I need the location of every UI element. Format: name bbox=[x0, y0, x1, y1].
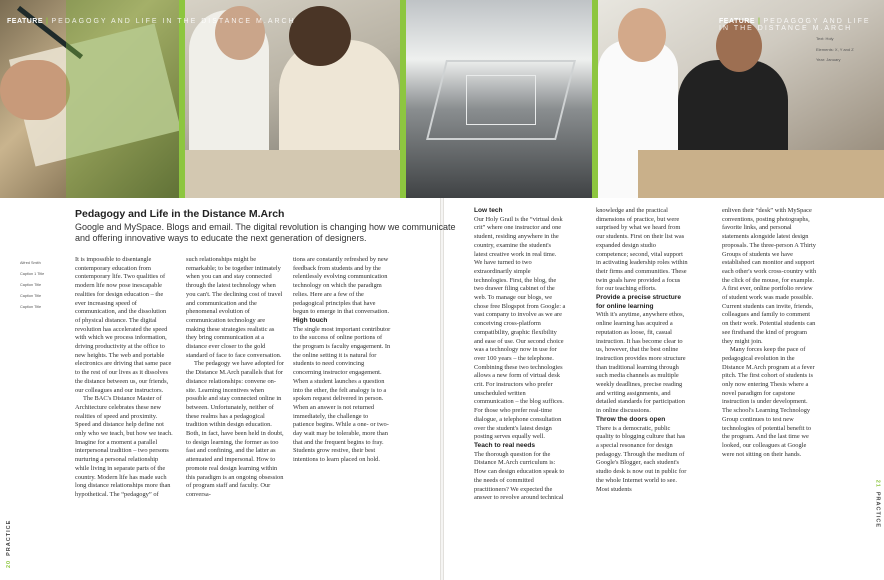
text-column-2 bbox=[186, 256, 285, 500]
sidebar-notes: Alfred Smith Caption 1 Title Caption Title Caption Title Caption Title bbox=[20, 261, 45, 309]
section-heading: Throw the doors open bbox=[596, 415, 666, 423]
magazine-spread: FEATURE | PEDAGOGY AND LIFE IN THE DISTANCE M.ARCH FEATURE | PEDAGOGY AND LIFE IN THE DISTANCE M.ARCH Text: Holy Elements: X, Y and Z Year: January Pedagogy and Life in the Distance M.Arch Google and MySpace. Blogs and email. The digital revolution is changing how we communicate and offering innovative ways to educate the next generation of designers. Alfred Smith Caption 1 Title Caption Title Caption Title Caption Title It is impossible to disentangle contemporary education from contemporary life. Two qualities of modern life now pose inescapable realities for design education – the ever increasing speed of communication, and the dissolution of physical distance. The digital revolution has accelerated the speed with which we process information, driving productivity at the office to new heights. The web and portable electronics are driving that same pace to the rest of our lives as it dissolves the distance between us, our friends, our colleagues and our instructors. The BAC's Distance Master of Architecture celebrates these new realities of speed and proximity. Speed and distance help define not only who we teach, but how we teach. Imagine for a moment a parallel interpersonal tradition – two persons nurturing a personal relationship while living in separate parts of the country. Modern life has made such long distance relationships more than hypothetical. The “pedagogy” of such relationships might be remarkable; to be together intimately when you can and stay connected through the latest technology when you can't. The declining cost of travel and communication and the phenomenal evolution of communication technology are making these strategies realistic as they bring communication at a distance ever closer to the gold standard of face to face conversation. The pedagogy we have adopted for the Distance M.Arch parallels that for distance relationships: convene on-site. Learning incentives when possible and stay connected online in between. Unfortunately, neither of these realms has a pedagogical tradition within design education. Both, in fact, have been held in doubt, to design learning, the former as too fast and confining, and the latter as attenuated and impersonal. How to promote real design learning within this paradigm is an ongoing obsession of program staff and faculty. Our conversa- tions are constantly refreshed by new feedback from students and by the relentlessly evolving communication technology on which the paradigm relies. Here are a few of the pedagogical principles that have begun to emerge in that conversation. High touch The single most important contributor to the success of online portions of the program is faculty engagement. In the online setting it is natural for students to need convincing concerning instructor engagement. When a student launches a question into the ether, the felt analogy is to a spoken request delivered in person. When an answer is not returned immediately, the challenge to patience begins. While a one- or two-day wait may be tolerable, more than that and the frequent begins to fray. Students grow restive, their best intentions to learn placed on hold. Low tech Our Holy Grail is the “virtual desk crit” where one instructor and one student, residing anywhere in the country, examine the student's latest creative work in real time. We have turned to two extraordinarily simple technologies. First, the blog, the two drawer filing cabinet of the web. To manage our blogs, we chose free Blogspot from Google: a vast company to involve as we are conceiving cross-platform compatibility, graphic flexibility and ease of use. Our second choice was a technology now in use for over 100 years – the telephone. Combining these two technologies allows a new form of virtual desk crit. For instructors who prefer unscheduled written communication – the blog suffices. For those who prefer real-time dialogue, a telephone consultation over the student's latest design posting serves equally well. Teach to real needs The thorough question for the Distance M.Arch curriculum is: How can design education speak to the needs of committed practitioners? We expected the answer to revolve around technical knowledge and the practical dimensions of practice, but were surprised by what we heard from our students. First on their list was expanded design studio competence; second, vital support in activating leadership roles within their firms and communities. These twin goals have provided a focus for our teaching efforts. Provide a precise structure for online learning With it's anytime, anywhere ethos, online learning has acquired a reputation as loose, fit, casual instruction. It has become clear to us, however, that the best online instruction provides more structure than traditional learning through such media channels as multiple weekly deadlines, precise reading and writing assignments, and detailed standards for participation in online discussions. Throw the doors open There is a democratic, public quality to blogging culture that has a special resonance for design pedagogy. Through the medium of Google's Blogger, each student's studio desk is now out in public for the whole Internet world to see. Most students enliven their “desk” with MySpace conventions, posting photographs, favorite links, and personal statements alongside latest design proposals. The three-person A Thirty Groups of students we have established can monitor and support each other's work cross-country with the click of the mouse, for example. A first ever, online portfolio review of student work was made possible. Current students can invite, friends, colleagues and family to comment on their work. Potential students can see firsthand the kind of program they might join. Many forces keep the pace of pedagogical evolution in the Distance M.Arch program at a fever pitch. The first cohort of students is only now entering Thesis where a novel paradigm for capstone instruction is under development. The school's Learning Technology Group continues to test new technologies of potential benefit to the program. And the last time we looked, our colleagues at Google were not sitting on their hands. 20PRACTICE 21PRACTICE bbox=[0, 0, 884, 580]
photo-captions: Text: Holy Elements: X, Y and Z Year: January bbox=[816, 36, 854, 62]
folio-right: 21PRACTICE bbox=[874, 479, 880, 528]
text-column-5 bbox=[596, 207, 688, 494]
photo-strip bbox=[0, 0, 884, 198]
body-paragraph: enliven their “desk” with MySpace conventions, posting photographs, favorite links, and personal statements alongside latest design proposals. The three-person A Thirty Groups of students we have established can monitor and support each other's work cross-country with the click of the mouse, for example. A first ever, online portfolio review of student work was made possible. Current students can invite, friends, colleagues and family to comment on their work. Potential students can see firsthand the kind of program they might join. bbox=[722, 207, 817, 345]
green-divider bbox=[400, 0, 406, 198]
text-column-1 bbox=[75, 256, 173, 500]
photo-drawing-hand bbox=[0, 0, 179, 198]
feature-tag-right: FEATURE | PEDAGOGY AND LIFE IN THE DISTANCE M.ARCH bbox=[719, 18, 871, 32]
body-paragraph: such relationships might be remarkable; to be together intimately when you can and stay connected through the latest technology when you can't. The declining cost of travel and communication and the phenomenal evolution of communication technology are making these strategies realistic as they bring communication at a distance ever closer to the gold standard of face to face conversation. bbox=[186, 256, 283, 359]
body-paragraph: The thorough question for the Distance M.Arch curriculum is: How can design education speak to the needs of committed practitioners? We expected the answer to revolve around technical bbox=[474, 450, 565, 502]
body-paragraph: knowledge and the practical dimensions of practice, but were surprised by what we heard from our students. First on their list was expanded design studio competence; second, vital support in activating leadership roles within their firms and communities. These twin goals have provided a focus for our teaching efforts. bbox=[596, 207, 688, 293]
photo-students-drawing bbox=[179, 0, 400, 198]
section-heading: High touch bbox=[293, 316, 328, 324]
green-divider bbox=[592, 0, 598, 198]
body-paragraph: There is a democratic, public quality to blogging culture that has a special resonance for design pedagogy. Through the medium of Google's Blogger, each student's studio desk is now out in public for the whole Internet world to see. Most students bbox=[596, 424, 687, 493]
text-column-6 bbox=[722, 207, 817, 459]
text-column-3 bbox=[293, 256, 391, 465]
body-paragraph: The BAC's Distance Master of Architecture celebrates these new realities of speed and proximity. Speed and distance help define not only who we teach, but how we teach. Imagine for a moment a parallel interpersonal tradition – two persons nurturing a personal relationship while living in separate parts of the country. Modern life has made such long distance relationships more than hypothetical. The “pedagogy” of bbox=[75, 395, 173, 498]
text-column-4 bbox=[474, 207, 566, 503]
photo-architectural-render bbox=[406, 0, 592, 198]
green-divider bbox=[179, 0, 185, 198]
article-headline: Pedagogy and Life in the Distance M.Arch bbox=[75, 208, 285, 220]
body-paragraph: The pedagogy we have adopted for the Distance M.Arch parallels that for distance relationships: convene on-site. Learning incentives when possible and stay connected online in between. Unfortunately, neither of these realms has a pedagogical tradition within design education. Both, in fact, have been held in doubt, to design learning, the former as too fast and confining, and the latter as attenuated and impersonal. How to promote real design learning within this paradigm is an ongoing obsession of program staff and faculty. Our conversa- bbox=[186, 360, 284, 498]
section-heading: Provide a precise structure for online learning bbox=[596, 294, 682, 310]
section-heading: Teach to real needs bbox=[474, 441, 536, 449]
body-paragraph: With it's anytime, anywhere ethos, online learning has acquired a reputation as loose, fit, casual instruction. It has become clear to us, however, that the best online instruction provides more structure than traditional learning through such media channels as multiple weekly deadlines, precise reading and writing assignments, and detailed standards for participation in online discussions. bbox=[596, 311, 686, 415]
article-deck: Google and MySpace. Blogs and email. The digital revolution is changing how we communicate and offering innovative ways to educate the next generation of designers. bbox=[75, 222, 456, 243]
section-heading: Low tech bbox=[474, 207, 503, 214]
feature-tag-left: FEATURE | PEDAGOGY AND LIFE IN THE DISTANCE M.ARCH bbox=[7, 18, 296, 25]
body-paragraph: It is impossible to disentangle contemporary education from contemporary life. Two qualities of modern life now pose inescapable realities for design education – the ever increasing speed of communication, and the dissolution of physical distance. The digital revolution has accelerated the speed with which we process information, driving productivity at the office to new heights. The web and portable electronics are driving that same pace to the rest of our lives as it dissolves the distance between us, our friends, our colleagues and our instructors. bbox=[75, 256, 172, 394]
body-paragraph: Our Holy Grail is the “virtual desk crit” where one instructor and one student, residing anywhere in the country, examine the student's latest creative work in real time. We have turned to two extraordinarily simple technologies. First, the blog, the two drawer filing cabinet of the web. To manage our blogs, we chose free Blogspot from Google: a vast company to involve as we are conceiving cross-platform compatibility, graphic flexibility and ease of use. Our second choice was a technology now in use for over 100 years – the telephone. Combining these two technologies allows a new form of virtual desk crit. For instructors who prefer unscheduled written communication – the blog suffices. For those who prefer real-time dialogue, a telephone consultation over the student's latest design posting serves equally well. bbox=[474, 215, 566, 441]
body-paragraph: tions are constantly refreshed by new feedback from students and by the relentlessly evolving communication technology on which the paradigm relies. Here are a few of the pedagogical principles that have begun to emerge in that conversation. bbox=[293, 256, 390, 316]
body-paragraph: The single most important contributor to the success of online portions of the program is faculty engagement. In the online setting it is natural for students to need convincing concerning instructor engagement. When a student launches a question into the ether, the felt analogy is to a spoken request delivered in person. When an answer is not returned immediately, the challenge to patience begins. While a one- or two-day wait may be tolerable, more than that and the frequent begins to fray. Students grow restive, their best intentions to learn placed on hold. bbox=[293, 325, 391, 464]
body-paragraph: Many forces keep the pace of pedagogical evolution in the Distance M.Arch program at a fever pitch. The first cohort of students is only now entering Thesis where a novel paradigm for capstone instruction is under development. The school's Learning Technology Group continues to test new technologies of potential benefit to the program. And the last time we looked, our colleagues at Google were not sitting on their hands. bbox=[722, 346, 815, 458]
